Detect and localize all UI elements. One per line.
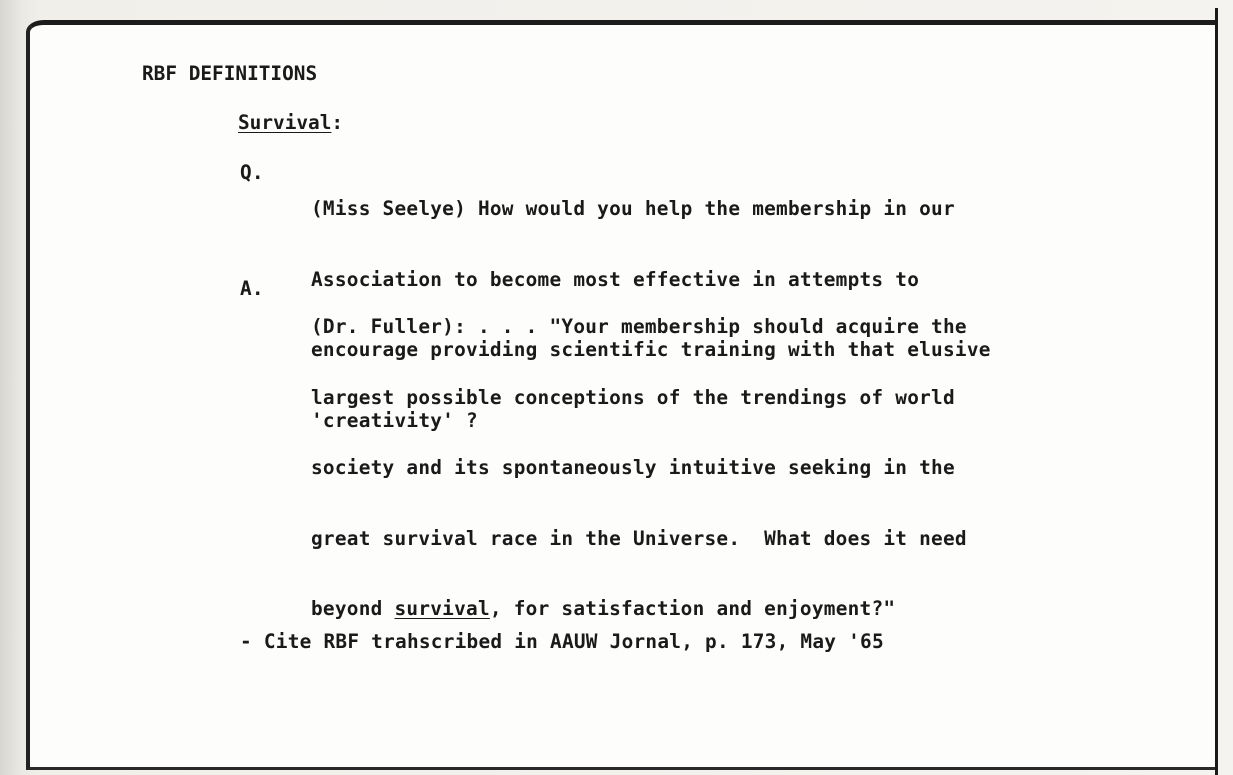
answer-text [311, 268, 967, 644]
section-title-colon: : [331, 111, 344, 134]
question-line: 'creativity' ? [311, 408, 478, 432]
question-line: encourage providing scientific training with that elusive [311, 338, 991, 361]
question-marker: Q. [240, 161, 264, 184]
answer-line: (Dr. Fuller): . . . "Your membership should acquire the [311, 315, 967, 338]
underlined-word-survival: survival [394, 597, 490, 620]
question-line: (Miss Seelye) How would you help the membership in our [311, 197, 955, 220]
answer-line-last [311, 597, 967, 621]
answer-last-suffix: , for satisfaction and enjoyment?" [489, 597, 896, 620]
answer-line: largest possible conceptions of the trendings of world [311, 385, 955, 409]
question-line: Association to become most effective in attempts to [311, 267, 920, 291]
section-title [238, 111, 343, 135]
answer-marker: A. [240, 277, 264, 300]
page-right-margin [1218, 0, 1233, 775]
citation: - Cite RBF trahscribed in AAUW Jornal, p. 173, May '65 [240, 630, 884, 653]
answer-last-prefix: beyond [311, 597, 395, 620]
section-title-text: Survival [238, 111, 332, 134]
card-right-border [1215, 8, 1218, 775]
answer-line: great survival race in the Universe. What does it need [311, 526, 967, 550]
document-heading: RBF DEFINITIONS [142, 62, 318, 85]
answer-line: society and its spontaneously intuitive seeking in the [311, 456, 955, 479]
